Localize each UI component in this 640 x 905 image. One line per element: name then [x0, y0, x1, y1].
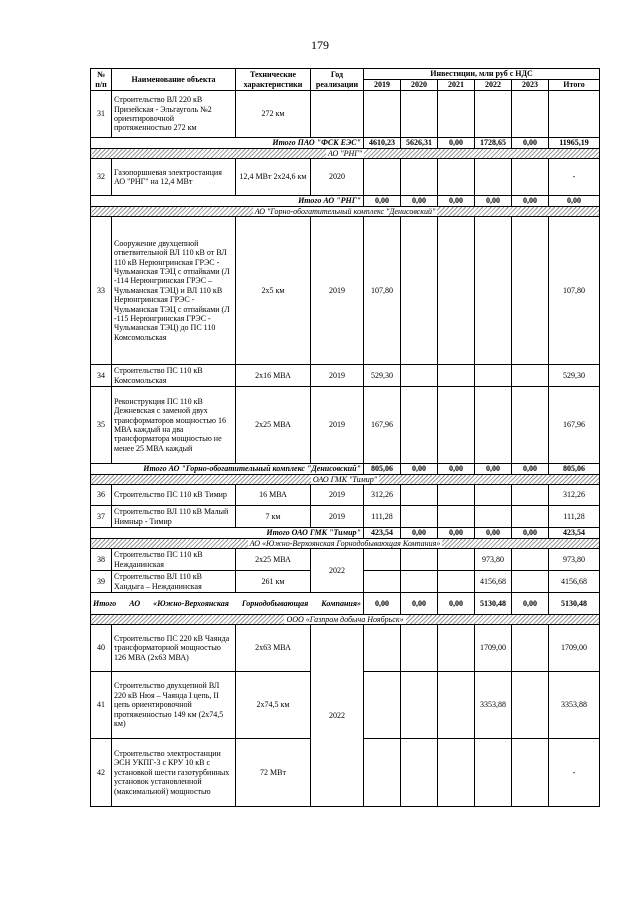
value-2021	[438, 365, 475, 387]
object-name: Строительство ВЛ 110 кВ Хандыга – Нежданинская	[112, 571, 236, 593]
table-row	[91, 217, 600, 365]
total-2021: 0,00	[438, 196, 475, 207]
header-total: Итого	[549, 80, 600, 91]
value-total: 312,26	[549, 485, 600, 506]
object-name: Строительство ПС 110 кВ Нежданинская	[112, 549, 236, 571]
table-row	[91, 485, 600, 506]
value-2021	[438, 549, 475, 571]
section-title: АО "РНГ"	[327, 149, 363, 158]
object-char: 12,4 МВт 2х24,6 км	[236, 159, 311, 196]
row-num: 31	[91, 91, 112, 138]
total-2023: 0,00	[512, 593, 549, 615]
total-2022: 1728,65	[475, 138, 512, 149]
total-label: Итого АО "Горно-обогатительный комплекс "Денисовский"	[91, 464, 364, 475]
object-char: 2х74,5 км	[236, 672, 311, 739]
total-2020: 0,00	[401, 528, 438, 539]
row-num: 40	[91, 625, 112, 672]
row-num: 33	[91, 217, 112, 365]
object-char: 2х63 МВА	[236, 625, 311, 672]
value-2023	[512, 571, 549, 593]
value-2021	[438, 217, 475, 365]
value-2023	[512, 387, 549, 464]
table-row	[91, 365, 600, 387]
row-num: 38	[91, 549, 112, 571]
value-2020	[401, 365, 438, 387]
object-year: 2019	[311, 365, 364, 387]
row-num: 35	[91, 387, 112, 464]
object-year: 2019	[311, 485, 364, 506]
object-year: 2019	[311, 217, 364, 365]
value-2020	[401, 672, 438, 739]
object-year: 2019	[311, 387, 364, 464]
section-title: АО "Горно-обогатительный комплекс "Денисовский"	[254, 207, 436, 216]
row-num: 42	[91, 739, 112, 807]
table-row	[91, 506, 600, 528]
value-2023	[512, 549, 549, 571]
object-year: 2022	[311, 625, 364, 807]
total-2022: 0,00	[475, 196, 512, 207]
total-2020: 0,00	[401, 593, 438, 615]
header-invest: Инвестиции, млн руб с НДС	[364, 69, 600, 80]
value-total	[549, 91, 600, 138]
investment-table	[90, 68, 600, 807]
header-2020: 2020	[401, 80, 438, 91]
value-2022: 973,80	[475, 549, 512, 571]
value-2019	[364, 739, 401, 807]
header-2021: 2021	[438, 80, 475, 91]
total-label: Итого АО "РНГ"	[91, 196, 364, 207]
total-2020: 5626,31	[401, 138, 438, 149]
row-num: 41	[91, 672, 112, 739]
value-total: -	[549, 739, 600, 807]
total-label: Итого ПАО "ФСК ЕЭС"	[91, 138, 364, 149]
value-2019	[364, 625, 401, 672]
total-2019: 4610,23	[364, 138, 401, 149]
total-label: Итого АО «Южно-Верхоянская Горнодобывающая Компания»	[91, 593, 364, 615]
header-char: Технические характеристики	[236, 69, 311, 91]
value-2021	[438, 625, 475, 672]
object-name: Строительство двухцепной ВЛ 220 кВ Нюя – Чаянда I цепь, II цепь ориентировочной протяженностью 149 км (2х74,5 км)	[112, 672, 236, 739]
value-2021	[438, 739, 475, 807]
header-2023: 2023	[512, 80, 549, 91]
value-total: 167,96	[549, 387, 600, 464]
total-total: 423,54	[549, 528, 600, 539]
value-2019: 107,80	[364, 217, 401, 365]
row-num: 34	[91, 365, 112, 387]
value-2022	[475, 365, 512, 387]
header-name: Наименование объекта	[112, 69, 236, 91]
value-2022	[475, 159, 512, 196]
value-total: 111,28	[549, 506, 600, 528]
object-name: Строительство ПС 110 кВ Тимир	[112, 485, 236, 506]
object-char: 16 МВА	[236, 485, 311, 506]
total-2020: 0,00	[401, 464, 438, 475]
value-2023	[512, 672, 549, 739]
total-row	[91, 196, 600, 207]
total-2021: 0,00	[438, 593, 475, 615]
object-char: 2х25 МВА	[236, 387, 311, 464]
value-2019	[364, 159, 401, 196]
value-2020	[401, 217, 438, 365]
value-2019: 529,30	[364, 365, 401, 387]
object-name: Сооружение двухцепной ответвительной ВЛ 110 кВ от ВЛ 110 кВ Нерюнгринская ГРЭС - Чульманская ТЭЦ с отпайками (Л -114 Нерюнгринская ГРЭС – Чульманская ТЭЦ) и ВЛ 110 кВ Нерюнгринская ГРЭС - Чульманская ТЭЦ с отпайками (Л -115 Нерюнгринская ГРЭС - Чульманская ТЭЦ) до ПС 110 Комсомольская	[112, 217, 236, 365]
total-2019: 0,00	[364, 196, 401, 207]
value-total: 3353,88	[549, 672, 600, 739]
value-total: 1709,00	[549, 625, 600, 672]
total-label: Итого ОАО ГМК "Тимир"	[91, 528, 364, 539]
value-2019: 111,28	[364, 506, 401, 528]
value-2020	[401, 387, 438, 464]
object-char: 272 км	[236, 91, 311, 138]
table-row	[91, 159, 600, 196]
value-2023	[512, 159, 549, 196]
total-2021: 0,00	[438, 138, 475, 149]
value-2021	[438, 672, 475, 739]
section-title: ООО «Газпром добыча Ноябрьск»	[286, 615, 404, 624]
value-2020	[401, 91, 438, 138]
value-total: 4156,68	[549, 571, 600, 593]
object-char: 72 МВт	[236, 739, 311, 807]
value-2019	[364, 571, 401, 593]
value-2020	[401, 159, 438, 196]
total-row	[91, 528, 600, 539]
total-2020: 0,00	[401, 196, 438, 207]
total-2019: 0,00	[364, 593, 401, 615]
value-2019	[364, 672, 401, 739]
value-2023	[512, 91, 549, 138]
section-title: ОАО ГМК "Тимир"	[312, 475, 378, 484]
total-row	[91, 138, 600, 149]
total-2022: 0,00	[475, 464, 512, 475]
total-2019: 423,54	[364, 528, 401, 539]
value-2020	[401, 549, 438, 571]
value-2019: 312,26	[364, 485, 401, 506]
value-2020	[401, 485, 438, 506]
value-2022	[475, 387, 512, 464]
value-2019	[364, 549, 401, 571]
total-2023: 0,00	[512, 138, 549, 149]
total-2023: 0,00	[512, 196, 549, 207]
total-2019: 805,06	[364, 464, 401, 475]
object-name: Реконструкция ПС 110 кВ Дежневская с заменой двух трансформаторов мощностью 16 МВА каждый на два трансформатора мощностью не менее 25 МВА каждый	[112, 387, 236, 464]
section-header	[91, 539, 600, 549]
section-title: АО «Южно-Верхоянская Горнодобывающая Компания»	[249, 539, 441, 548]
value-2021	[438, 571, 475, 593]
object-name: Строительство электростанции ЭСН УКПГ-3 с КРУ 10 кВ с установкой шести газотурбинных установок установленной (максимальной) мощностью	[112, 739, 236, 807]
object-char: 2х5 км	[236, 217, 311, 365]
value-2022	[475, 217, 512, 365]
section-header	[91, 207, 600, 217]
value-2020	[401, 739, 438, 807]
row-num: 32	[91, 159, 112, 196]
total-total: 5130,48	[549, 593, 600, 615]
total-row	[91, 464, 600, 475]
object-char: 2х25 МВА	[236, 549, 311, 571]
value-total: -	[549, 159, 600, 196]
total-row	[91, 593, 600, 615]
row-num: 39	[91, 571, 112, 593]
value-2021	[438, 159, 475, 196]
value-2021	[438, 506, 475, 528]
object-char: 261 км	[236, 571, 311, 593]
value-2022	[475, 506, 512, 528]
value-2023	[512, 217, 549, 365]
value-2023	[512, 485, 549, 506]
table-row	[91, 549, 600, 571]
header-2019: 2019	[364, 80, 401, 91]
value-total: 107,80	[549, 217, 600, 365]
section-header	[91, 615, 600, 625]
object-year	[311, 91, 364, 138]
object-name: Строительство ПС 110 кВ Комсомольская	[112, 365, 236, 387]
value-2019: 167,96	[364, 387, 401, 464]
total-total: 0,00	[549, 196, 600, 207]
total-2021: 0,00	[438, 528, 475, 539]
total-total: 11965,19	[549, 138, 600, 149]
value-2022: 4156,68	[475, 571, 512, 593]
table-row	[91, 91, 600, 138]
total-2021: 0,00	[438, 464, 475, 475]
value-2021	[438, 387, 475, 464]
total-2023: 0,00	[512, 464, 549, 475]
value-2023	[512, 625, 549, 672]
table-row	[91, 625, 600, 672]
header-2022: 2022	[475, 80, 512, 91]
value-2020	[401, 571, 438, 593]
value-2021	[438, 485, 475, 506]
header-row-1	[91, 69, 600, 80]
total-2022: 5130,48	[475, 593, 512, 615]
total-2022: 0,00	[475, 528, 512, 539]
value-2022: 3353,88	[475, 672, 512, 739]
value-2022	[475, 485, 512, 506]
object-char: 7 км	[236, 506, 311, 528]
value-2022	[475, 91, 512, 138]
value-2023	[512, 506, 549, 528]
object-name: Строительство ВЛ 220 кВ Призейская - Эльгауголь №2 ориентировочной протяженностью 272 км	[112, 91, 236, 138]
header-year: Год реализации	[311, 69, 364, 91]
value-2020	[401, 506, 438, 528]
object-name: Строительство ПС 220 кВ Чаянда трансформаторной мощностью 126 МВА (2х63 МВА)	[112, 625, 236, 672]
section-header	[91, 149, 600, 159]
row-num: 37	[91, 506, 112, 528]
table-row	[91, 387, 600, 464]
object-name: Строительство ВЛ 110 кВ Малый Нимныр - Тимир	[112, 506, 236, 528]
value-total: 529,30	[549, 365, 600, 387]
value-2020	[401, 625, 438, 672]
value-2023	[512, 739, 549, 807]
row-num: 36	[91, 485, 112, 506]
value-2021	[438, 91, 475, 138]
value-2023	[512, 365, 549, 387]
header-num: № п/п	[91, 69, 112, 91]
value-2022: 1709,00	[475, 625, 512, 672]
object-char: 2х16 МВА	[236, 365, 311, 387]
total-2023: 0,00	[512, 528, 549, 539]
object-year: 2020	[311, 159, 364, 196]
section-header	[91, 475, 600, 485]
object-name: Газопоршневая электростанция АО "РНГ" на 12,4 МВт	[112, 159, 236, 196]
value-total: 973,80	[549, 549, 600, 571]
value-2019	[364, 91, 401, 138]
object-year: 2022	[311, 549, 364, 593]
value-2022	[475, 739, 512, 807]
total-total: 805,06	[549, 464, 600, 475]
object-year: 2019	[311, 506, 364, 528]
page-number: 179	[311, 38, 329, 52]
